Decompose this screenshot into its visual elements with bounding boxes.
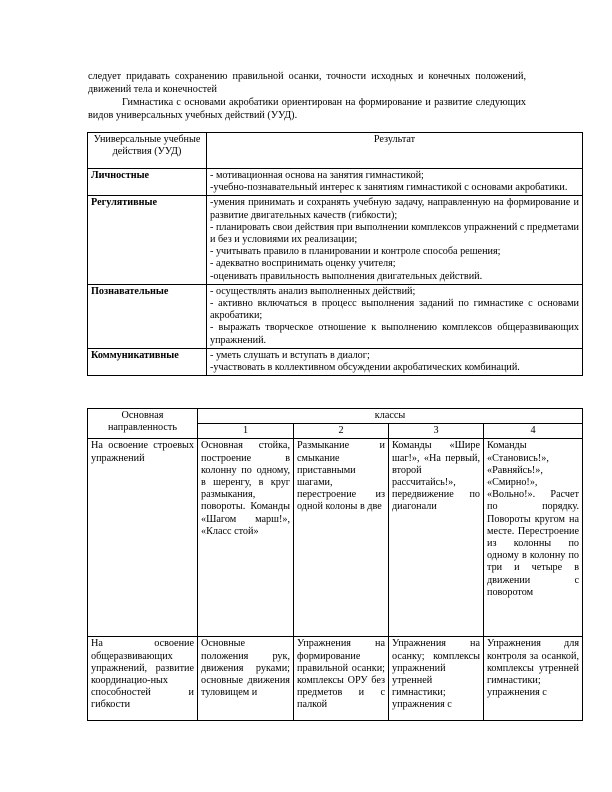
result-line: -участвовать в коллективном обсуждении акробатических комбинаций. [210,362,520,374]
class-number: 1 [198,424,294,439]
direction-cell: На освоение общеразвивающих упражнений, развитие координацио-ных способностей и гибкости [88,637,198,721]
class-1-cell: Основная стойка, построение в колонну по одному, в шеренгу, в круг размыкания, повороты. Команды «Шагом марш!», «Класс стой» [198,439,294,637]
result-line: -учебно-познавательный интерес к занятиям гимнастикой с основами акробатики. [210,182,568,194]
intro-text-2: Гимнастика с основами акробатики ориентирован на формирование и развитие следующих видов универсальных учебных действий (УУД). [88,97,526,121]
class-4-cell: Упражнения для контроля за осанкой, комплексы утренней гимнастики; упражнения с [484,637,583,721]
classes-header: классы [198,409,583,424]
uud-row-name: Познавательные [88,284,207,348]
uud-row-result [207,169,583,196]
result-line: - активно включаться в процесс выполнения заданий по гимнастике с основами акробатики; [210,298,579,322]
class-2-cell: Упражнения на формирование правильной осанки; комплексы ОРУ без предметов и с палкой [294,637,389,721]
uud-header-col2: Результат [207,133,583,169]
result-line: -оценивать правильность выполнения двигательных действий. [210,270,483,282]
result-line: - учитывать правило в планировании и контроле способа решения; [210,246,501,258]
intro-paragraph-1 [88,71,526,96]
class-number: 2 [294,424,389,439]
class-3-cell: Упражнения на осанку; комплексы упражнений утренней гимнастики; упражнения с [389,637,484,721]
uud-row-result [207,284,583,348]
class-2-cell: Размыкание и смыкание приставными шагами, перестроение из одной колоны в две [294,439,389,637]
class-3-cell: Команды «Шире шаг!», «На первый, второй рассчитайсь!», передвижение по диагонали [389,439,484,637]
class-4-cell: Команды «Становись!», «Равняйсь!», «Смирно!», «Вольно!». Расчет по порядку. Повороты кругом на месте. Перестроение из колонны по одному в колонну по три и четыре в движении с поворотом [484,439,583,637]
result-line: - мотивационная основа на занятия гимнастикой; [210,170,424,181]
directions-header-col1: Основная направленность [88,409,198,439]
uud-header-col1: Универсальные учебные действия (УУД) [88,133,207,169]
class-number: 3 [389,424,484,439]
result-line: - уметь слушать и вступать в диалог; [210,349,370,361]
result-line: - выражать творческое отношение к выполнению комплексов общеразвивающих упражнений. [210,322,579,346]
uud-row-result [207,348,583,375]
intro-text-1: следует придавать сохранению правильной осанки, точности исходных и конечных положений, движений тела и конечностей [88,71,526,95]
uud-table [87,132,583,376]
uud-row-name: Коммуникативные [88,348,207,375]
directions-table [87,408,583,721]
result-line: - планировать свои действия при выполнении комплексов упражнений с предметами и без и условиями их реализации; [210,221,579,246]
uud-row-name: Личностные [88,169,207,196]
uud-row-result [207,196,583,284]
intro-paragraph-2 [88,97,526,122]
direction-cell: На освоение строевых упражнений [88,439,198,637]
class-1-cell: Основные положения рук, движения руками; основные движения туловищем и [198,637,294,721]
result-line: - осуществлять анализ выполненных действий; [210,285,416,297]
class-number: 4 [484,424,583,439]
result-line: - адекватно воспринимать оценку учителя; [210,258,396,270]
uud-row-name: Регулятивные [88,196,207,284]
result-line: -умения принимать и сохранять учебную задачу, направленную на формирование и развитие двигательных качеств (гибкости); [210,197,579,221]
